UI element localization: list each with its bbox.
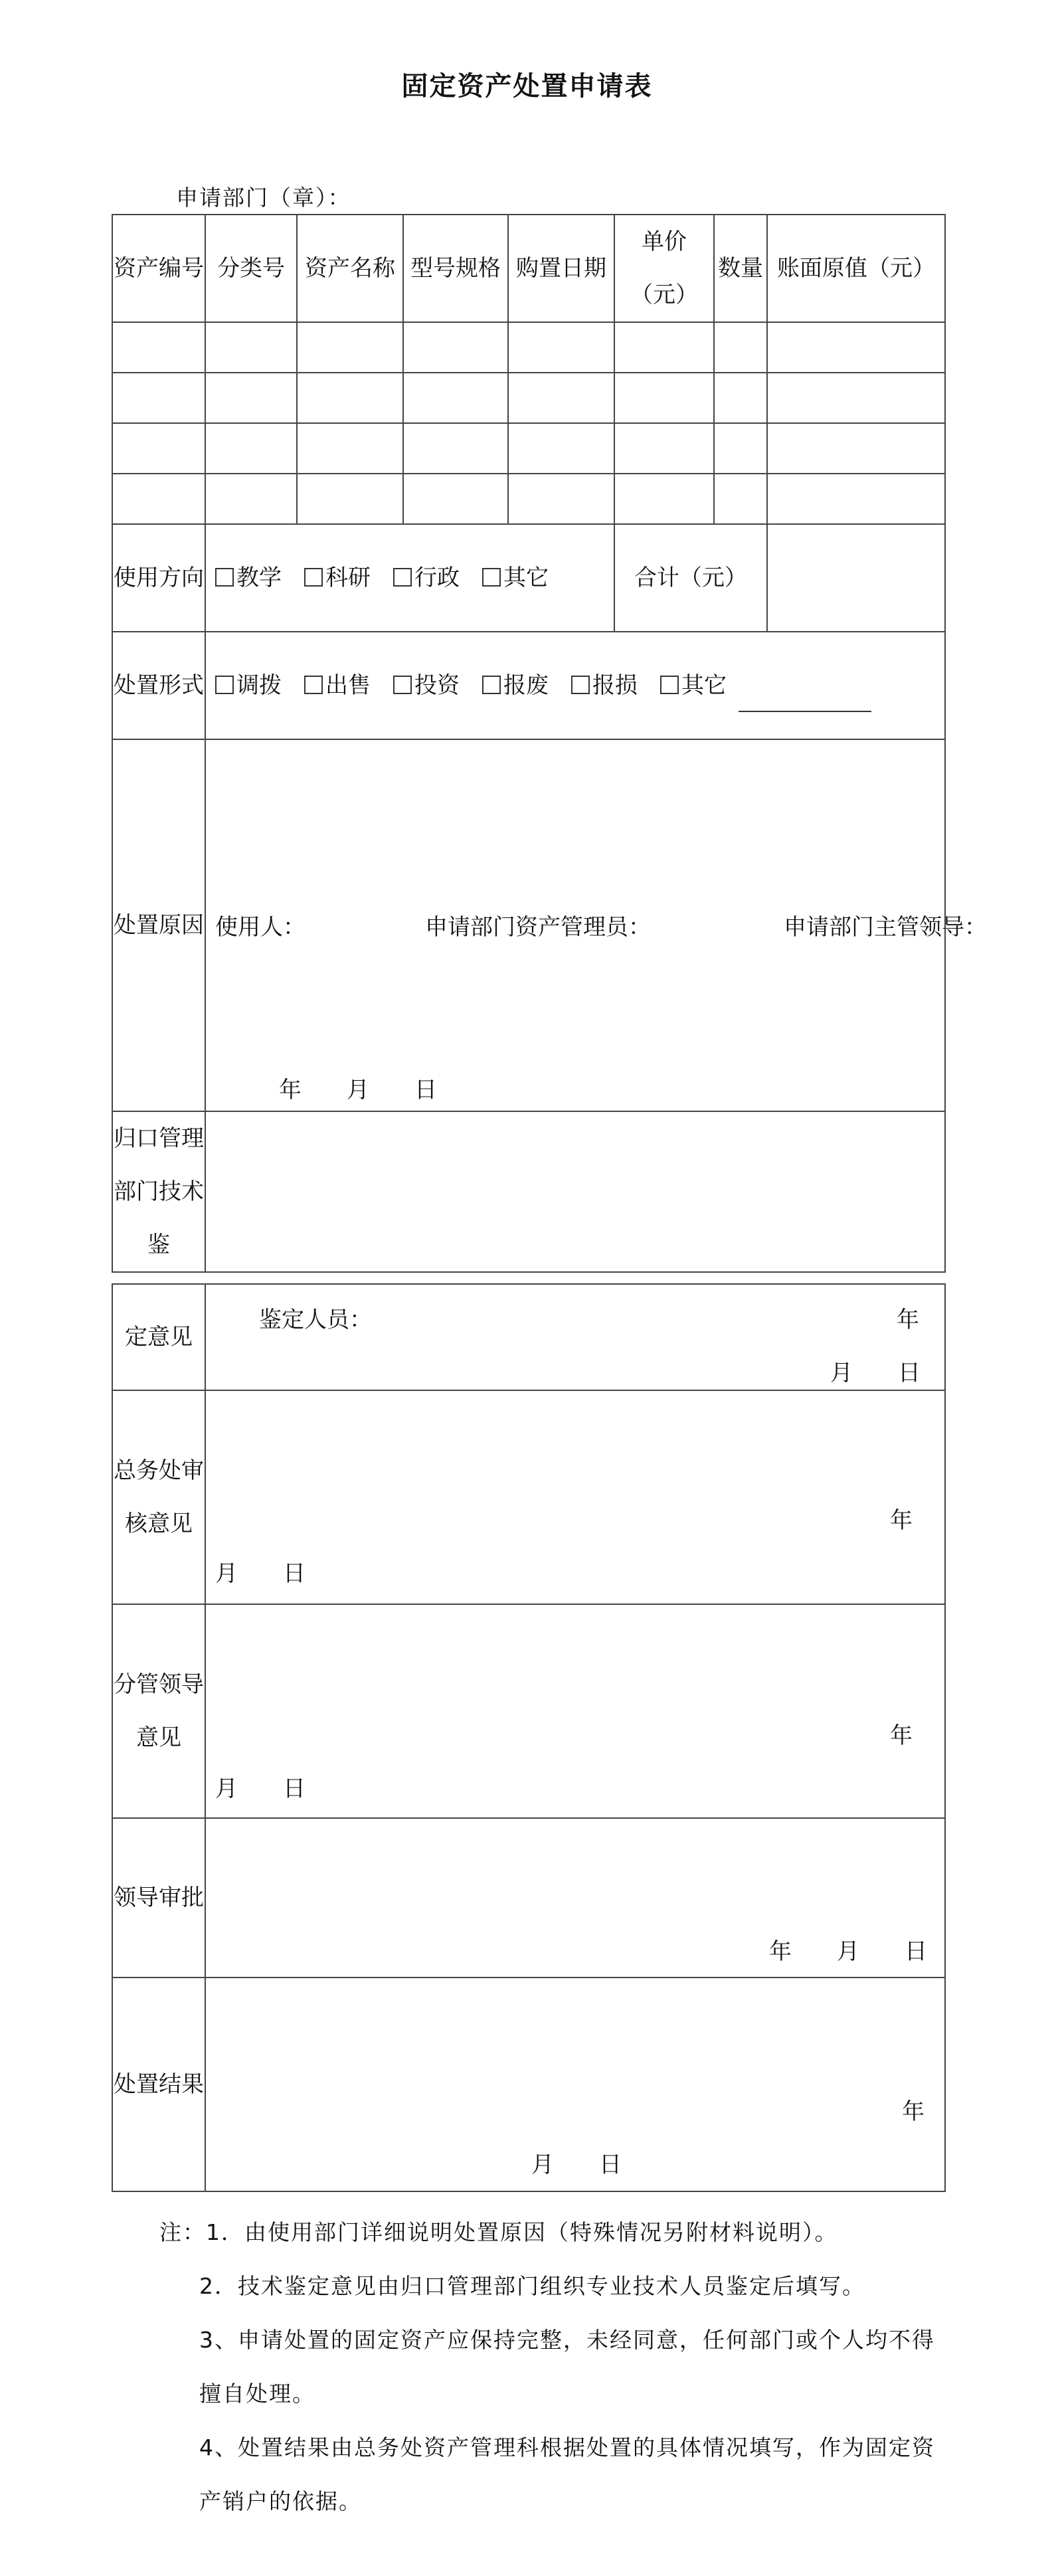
reason-row: [112, 739, 945, 1111]
disposal-option-sale[interactable]: 出售: [304, 672, 371, 699]
result-row: [112, 1978, 945, 2191]
tech-row-bottom: [112, 1284, 945, 1390]
note-4: 4、处置结果由总务处资产管理科根据处置的具体情况填写，作为固定资产销户的依据。: [199, 2435, 935, 2514]
checkbox-icon: [660, 676, 679, 694]
general-affairs-label: 总务处审核意见: [112, 1390, 205, 1604]
disposal-form-label: 处置形式: [112, 632, 205, 739]
checkbox-icon: [482, 568, 501, 587]
header-quantity: 数量: [714, 215, 767, 322]
checkbox-icon: [482, 676, 501, 694]
header-asset-name: 资产名称: [297, 215, 403, 322]
checkbox-icon: [393, 676, 412, 694]
approval-table: [112, 1283, 946, 2192]
general-affairs-content[interactable]: [205, 1390, 945, 1604]
result-content[interactable]: [205, 1978, 945, 2191]
general-affairs-month-day: 月 日: [215, 1560, 306, 1587]
leader-approval-content[interactable]: [205, 1818, 945, 1978]
reason-date: 年 月 日: [279, 1077, 437, 1103]
tech-year: 年: [897, 1307, 919, 1333]
reason-content[interactable]: [205, 739, 987, 1111]
disposal-option-scrap[interactable]: 报废: [482, 672, 549, 699]
general-affairs-row: [112, 1390, 945, 1604]
tech-label-part1: 归口管理部门技术鉴: [112, 1111, 205, 1272]
header-row: [112, 215, 945, 322]
usage-option-teaching[interactable]: 教学: [215, 565, 282, 591]
disposal-option-other[interactable]: 其它: [660, 672, 727, 699]
appraiser-label: 鉴定人员：: [259, 1307, 372, 1333]
disposal-option-loss[interactable]: 报损: [571, 672, 638, 699]
header-unit-price: 单价（元）: [614, 215, 714, 322]
reason-label: 处置原因: [112, 739, 205, 1111]
leader-approval-date: 年 月 日: [769, 1938, 927, 1965]
result-year: 年: [902, 2098, 924, 2125]
asset-disposal-table: [112, 214, 987, 1273]
checkbox-icon: [215, 676, 234, 694]
notes-section: [159, 2205, 950, 2528]
checkbox-icon: [393, 568, 412, 587]
general-affairs-year: 年: [890, 1507, 913, 1534]
note-1: 注：1．由使用部门详细说明处置原因（特殊情况另附材料说明）。: [159, 2219, 838, 2245]
usage-option-other[interactable]: 其它: [482, 565, 549, 591]
leader-approval-label: 领导审批: [112, 1818, 205, 1978]
total-label: 合计（元）: [614, 524, 767, 632]
checkbox-icon: [215, 568, 234, 587]
tech-month-day: 月 日: [830, 1360, 921, 1386]
usage-label: 使用方向: [112, 524, 205, 632]
header-model-spec: 型号规格: [403, 215, 508, 322]
leader-approval-row: [112, 1818, 945, 1978]
table-row[interactable]: [112, 474, 945, 524]
usage-options: [205, 524, 614, 632]
asset-manager-label: 申请部门资产管理员：: [425, 914, 651, 941]
header-category-no: 分类号: [205, 215, 297, 322]
note-3: 3、申请处置的固定资产应保持完整，未经同意，任何部门或个人均不得擅自处理。: [199, 2327, 935, 2407]
usage-option-research[interactable]: 科研: [304, 565, 371, 591]
vice-leader-month-day: 月 日: [215, 1776, 306, 1802]
result-label: 处置结果: [112, 1978, 205, 2191]
usage-row: [112, 524, 945, 632]
total-value-field[interactable]: [767, 524, 945, 632]
table-row[interactable]: [112, 373, 945, 423]
header-book-value: 账面原值（元）: [767, 215, 945, 322]
checkbox-icon: [304, 676, 323, 694]
checkbox-icon: [304, 568, 323, 587]
disposal-option-investment[interactable]: 投资: [393, 672, 460, 699]
other-blank-line[interactable]: [739, 691, 871, 712]
applying-department-label: 申请部门（章）：: [176, 185, 351, 211]
user-label: 使用人：: [215, 914, 306, 941]
form-title: 固定资产处置申请表: [401, 71, 653, 102]
disposal-form-options: [205, 632, 945, 739]
header-asset-no: 资产编号: [112, 215, 205, 322]
tech-opinion-content[interactable]: [205, 1284, 945, 1390]
vice-leader-content[interactable]: [205, 1604, 945, 1818]
note-2: 2．技术鉴定意见由归口管理部门组织专业技术人员鉴定后填写。: [199, 2273, 865, 2299]
header-purchase-date: 购置日期: [508, 215, 614, 322]
tech-opinion-top[interactable]: [205, 1111, 945, 1272]
checkbox-icon: [571, 676, 590, 694]
result-month-day: 月 日: [531, 2152, 622, 2178]
dept-leader-label: 申请部门主管领导：: [784, 914, 987, 941]
vice-leader-row: [112, 1604, 945, 1818]
tech-label-part2: 定意见: [112, 1284, 205, 1390]
disposal-option-transfer[interactable]: 调拨: [215, 672, 282, 699]
disposal-form-row: [112, 632, 945, 739]
usage-option-admin[interactable]: 行政: [393, 565, 460, 591]
tech-row-top: [112, 1111, 945, 1272]
table-row[interactable]: [112, 423, 945, 474]
table-row[interactable]: [112, 322, 945, 373]
vice-leader-label: 分管领导意见: [112, 1604, 205, 1818]
vice-leader-year: 年: [890, 1722, 913, 1749]
